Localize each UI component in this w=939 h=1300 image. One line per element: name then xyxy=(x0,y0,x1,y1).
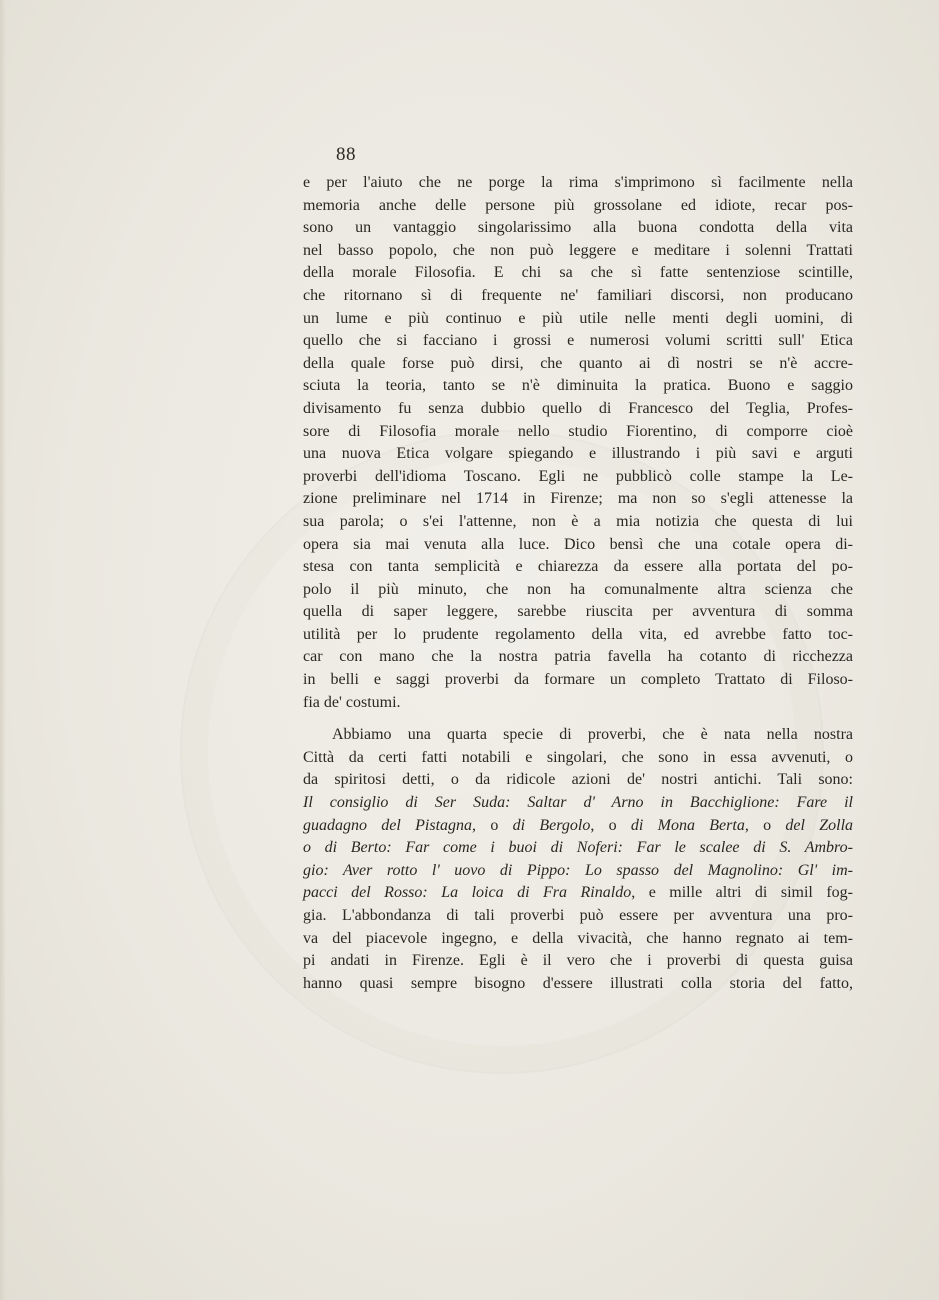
text-fragment: , o xyxy=(744,816,786,834)
text-line: sono un vantaggio singolarissimo alla buona condotta della vita xyxy=(303,219,853,237)
text-line-italic: gio: Aver rotto l' uovo di Pippo: Lo spasso del Magnolino: Gl' im- xyxy=(303,861,853,879)
text-line xyxy=(303,882,853,905)
text-line: che ritornano sì di frequente ne' familiari discorsi, non producano xyxy=(303,286,853,304)
text-fragment: , o xyxy=(472,816,513,834)
text-line-italic: o di Berto: Far come i buoi di Noferi: Far le scalee di S. Ambro- xyxy=(303,839,853,857)
text-line: pi andati in Firenze. Egli è il vero che i proverbi di questa guisa xyxy=(303,952,853,970)
proverb-italic: pacci del Rosso: La loica di Fra Rinaldo xyxy=(303,884,632,902)
text-line: fia de' costumi. xyxy=(303,693,401,711)
text-line: utilità per lo prudente regolamento della vita, ed avrebbe fatto toc- xyxy=(303,625,853,643)
paragraph-gap xyxy=(303,714,853,724)
text-line: va del piacevole ingegno, e della vivacità, che hanno regnato ai tem- xyxy=(303,929,853,947)
text-line: una nuova Etica volgare spiegando e illustrando i più savi e arguti xyxy=(303,445,853,463)
text-line: in belli e saggi proverbi da formare un completo Trattato di Filoso- xyxy=(303,671,853,689)
text-line: della morale Filosofia. E chi sa che sì fatte sentenziose scintille, xyxy=(303,264,853,282)
proverb-italic: del Zolla xyxy=(785,816,854,834)
text-line: hanno quasi sempre bisogno d'essere illustrati colla storia del fatto, xyxy=(303,974,853,992)
proverb-italic: di Bergolo xyxy=(512,816,591,834)
paragraph-2 xyxy=(303,724,853,995)
page-number: 88 xyxy=(336,144,356,165)
text-line: sore di Filosofia morale nello studio Fiorentino, di comporre cioè xyxy=(303,422,853,440)
text-line: un lume e più continuo e più utile nelle menti degli uomini, di xyxy=(303,309,853,327)
text-line: della quale forse può dirsi, che quanto ai dì nostri se n'è accre- xyxy=(303,354,853,372)
body-text xyxy=(303,172,853,995)
text-line: polo il più minuto, che non ha comunalmente altra scienza che xyxy=(303,580,853,598)
text-line: zione preliminare nel 1714 in Firenze; ma non so s'egli attenesse la xyxy=(303,490,853,508)
paragraph-1 xyxy=(303,172,853,714)
text-line: Abbiamo una quarta specie di proverbi, che è nata nella nostra xyxy=(332,726,853,744)
text-line: Città da certi fatti notabili e singolari, che sono in essa avvenuti, o xyxy=(303,748,853,766)
text-line: memoria anche delle persone più grossolane ed idiote, recar pos- xyxy=(303,196,853,214)
text-fragment: , e mille altri di simil fog- xyxy=(631,884,854,902)
text-line: divisamento fu senza dubbio quello di Francesco del Teglia, Profes- xyxy=(303,399,853,417)
text-line: quello che si facciano i grossi e numerosi volumi scritti sull' Etica xyxy=(303,332,853,350)
text-line: sciuta la teoria, tanto se n'è diminuita la pratica. Buono e saggio xyxy=(303,377,853,395)
text-line xyxy=(303,815,853,838)
text-line: opera sia mai venuta alla luce. Dico bensì che una cotale opera di- xyxy=(303,535,853,553)
text-line: sua parola; o s'ei l'attenne, non è a mia notizia che questa di lui xyxy=(303,512,853,530)
text-line: stesa con tanta semplicità e chiarezza da essere alla portata del po- xyxy=(303,558,853,576)
text-line: car con mano che la nostra patria favella ha cotanto di ricchezza xyxy=(303,648,853,666)
proverb-italic: di Mona Berta xyxy=(630,816,745,834)
page-edge xyxy=(0,0,6,1300)
text-fragment: , o xyxy=(590,816,631,834)
text-line: da spiritosi detti, o da ridicole azioni de' nostri antichi. Tali sono: xyxy=(303,771,853,789)
text-line: nel basso popolo, che non può leggere e meditare i solenni Trattati xyxy=(303,241,853,259)
text-line: proverbi dell'idioma Toscano. Egli ne pubblicò colle stampe la Le- xyxy=(303,467,853,485)
text-line: e per l'aiuto che ne porge la rima s'imprimono sì facilmente nella xyxy=(303,174,853,191)
proverb-italic: guadagno del Pistagna xyxy=(303,816,473,834)
text-line-italic: Il consiglio di Ser Suda: Saltar d' Arno in Bacchiglione: Fare il xyxy=(303,794,853,812)
text-line: gia. L'abbondanza di tali proverbi può essere per avventura una pro- xyxy=(303,907,853,924)
text-line: quella di saper leggere, sarebbe riuscita per avventura di somma xyxy=(303,603,853,621)
